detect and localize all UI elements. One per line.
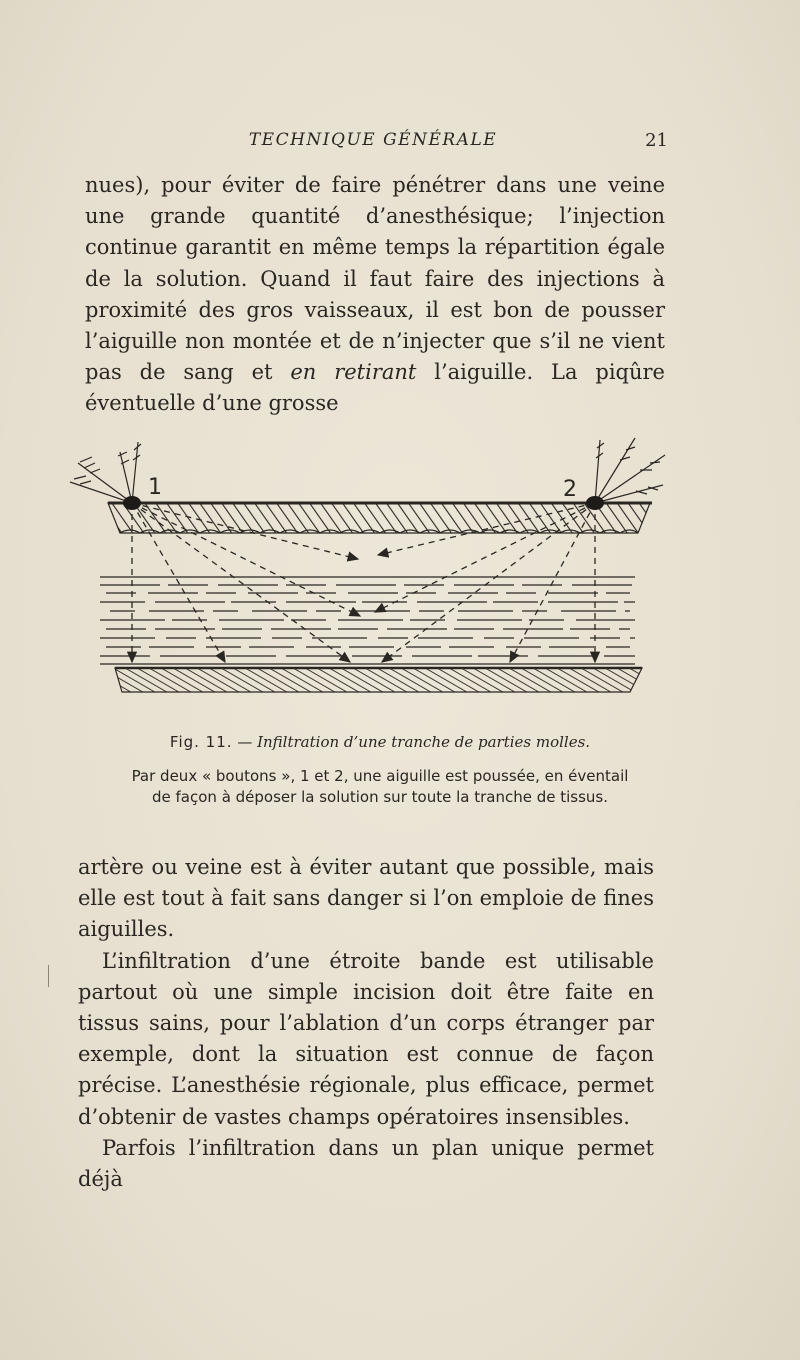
paragraph: L’infiltration d’une étroite bande est utilisable partout où une simple incision doit être faite en tissus sains, pour l’ablation d’un corps étranger par exemple, dont la situation est connue de façon précise. L’anesthésie régionale, plus efficace, permet d’obtenir de vastes champs opératoires insensibles. bbox=[78, 948, 654, 1129]
infiltration-diagram bbox=[60, 430, 670, 720]
caption-line-1: Par deux « boutons », 1 et 2, une aiguille est poussée, en éventail bbox=[131, 767, 629, 785]
paragraph: Parfois l’infiltration dans un plan unique permet déjà bbox=[78, 1135, 654, 1192]
point-label-1: 1 bbox=[148, 475, 162, 500]
caption-line-2: de façon à déposer la solution sur toute la tranche de tissus. bbox=[152, 788, 608, 806]
injection-point-2 bbox=[563, 438, 665, 510]
paragraph: artère ou veine est à éviter autant que possible, mais elle est tout à fait sans danger si l’on emploie de fines aiguilles. bbox=[78, 855, 654, 942]
emphasis-text: en retirant bbox=[290, 360, 417, 385]
paragraph-text: nues), pour éviter de faire pénétrer dans une veine une grande quantité d’anesthésique; l’injection continue garantit en même temps la répartition égale de la solution. Quand il faut faire des injections à proximité des gros vaisseaux, il est bon de pousser l’aiguille non montée et de n’injecter que s’il ne vient pas de sang et bbox=[85, 173, 665, 385]
point-label-2: 2 bbox=[563, 477, 577, 502]
text-block-top bbox=[85, 170, 665, 420]
paragraph-text-end: l’aiguille. La piqûre éventuelle d’une grosse bbox=[85, 360, 665, 416]
skin-layer bbox=[108, 503, 652, 533]
figure-caption-title bbox=[80, 733, 680, 751]
figure-infiltration-diagram bbox=[60, 430, 670, 720]
paragraph bbox=[85, 170, 665, 420]
figure-caption-body bbox=[80, 766, 680, 808]
caption-dash: — bbox=[237, 733, 253, 751]
page-number: 21 bbox=[645, 130, 668, 151]
muscle-layer bbox=[100, 577, 635, 664]
margin-mark bbox=[48, 965, 49, 987]
injection-point-1 bbox=[70, 442, 162, 510]
running-title: TECHNIQUE GÉNÉRALE bbox=[248, 130, 498, 150]
deep-layer bbox=[115, 668, 642, 692]
figure-title: Infiltration d’une tranche de parties molles. bbox=[257, 733, 591, 751]
figure-label: Fig. 11. bbox=[169, 733, 233, 751]
text-block-bottom bbox=[78, 852, 654, 1195]
running-head bbox=[78, 130, 668, 160]
